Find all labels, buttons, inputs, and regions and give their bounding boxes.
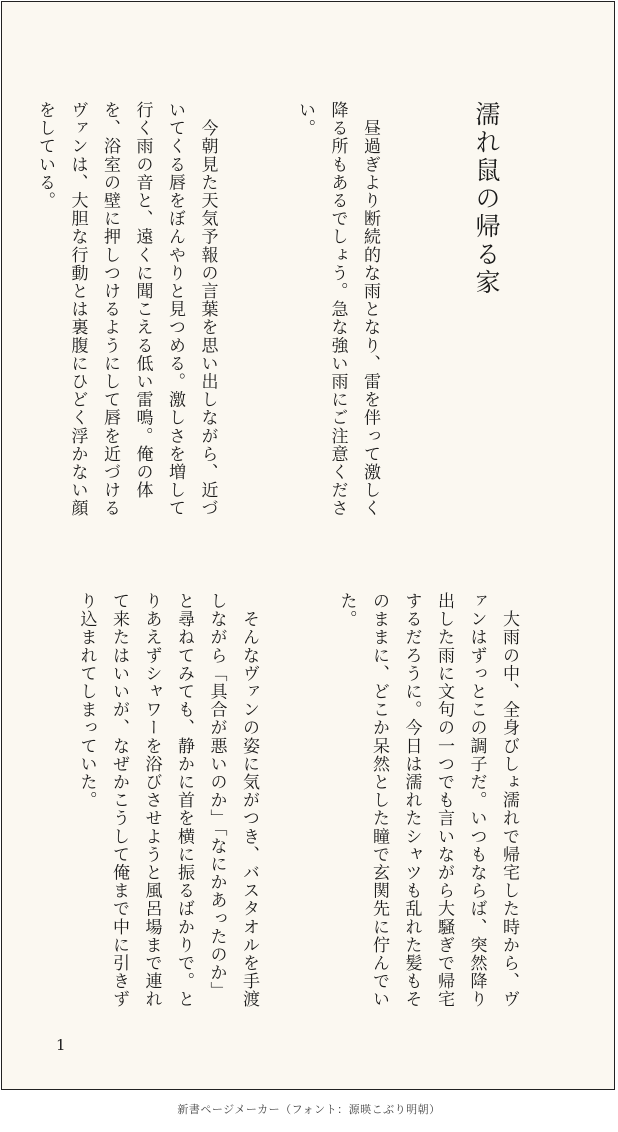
paragraph: 今朝見た天気予報の言葉を思い出しながら、近づいてくる唇をぼんやりと見つめる。激しさを増して行く雨の音と、遠くに聞こえる低い雷鳴。俺の体を、浴室の壁に押しつけるようにして唇を近づけるヴァンは、大胆な行動とは裏腹にひどく浮かない顔をしている。	[35, 101, 218, 518]
story-title: 濡れ鼠の帰る家	[472, 101, 501, 297]
footer-credit: 新書ページメーカー（フォント：源暎こぶり明朝）	[177, 1103, 441, 1116]
paragraph: そんなヴァンの姿に気がつき、バスタオルを手渡しながら「具合が悪いのか」「なにかあったのか」と尋ねてみても、静かに首を横に振るばかりで。とりあえずシャワーを浴びさせようと風呂場まで連れて来たはいいが、なぜかこうして俺まで中に引きずり込まれてしまっていた。	[76, 592, 259, 1009]
paragraph: 昼過ぎより断続的な雨となり、雷を伴って激しく降る所もあるでしょう。急な強い雨にご注意ください。	[295, 101, 380, 518]
lower-text-block	[0, 592, 590, 1012]
book-page	[1, 1, 615, 1090]
paragraph: 大雨の中、全身びしょ濡れで帰宅した時から、ヴァンはずっとこの調子だ。いつもならば、突然降り出した雨に文句の一つでも言いながら大騒ぎで帰宅するだろうに。今日は濡れたシャツも乱れた髪もそのままに、どこか呆然とした瞳で玄関先に佇んでいた。	[336, 592, 519, 1009]
upper-text-block	[0, 101, 568, 521]
paragraph	[0, 592, 5, 1012]
page-number: 1	[56, 1036, 66, 1054]
